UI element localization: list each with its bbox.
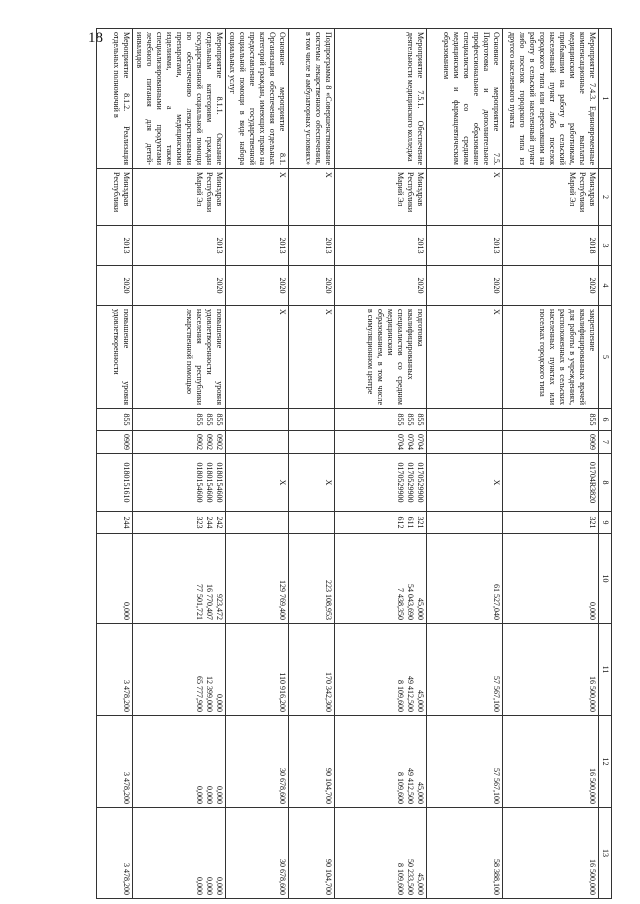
- cell-rzpr: [97, 431, 133, 454]
- cell-amount-2019: [226, 624, 289, 716]
- cell-value: 855: [416, 413, 425, 426]
- col-header: 6: [599, 409, 612, 431]
- cell-value: 0,000: [215, 694, 224, 712]
- cell-executor: Минздрав Республики: [97, 169, 133, 226]
- cell-grbs: [427, 409, 503, 431]
- cell-value: 50 233,500: [406, 859, 415, 895]
- cell-value: 0909: [588, 434, 597, 450]
- cell-value: 0,000: [195, 786, 204, 804]
- cell-vr: [335, 512, 427, 534]
- cell-value: 0902: [195, 434, 204, 450]
- cell-value: 16 770,407: [205, 584, 214, 620]
- cell-executor: Минздрав Республики Марий Эл: [335, 169, 427, 226]
- cell-grbs: [503, 409, 599, 431]
- cell-start-year: 2013: [427, 226, 503, 266]
- cell-value: 0,000: [195, 877, 204, 895]
- cell-result: подготовка квалифицированных специалистов со средним медицинским образованием, в том числе в симуляционном центре: [335, 306, 427, 409]
- cell-value: 45,000: [416, 782, 425, 804]
- cell-value: 855: [195, 413, 204, 426]
- cell-amount-2021: [97, 808, 133, 899]
- cell-start-year: 2013: [226, 226, 289, 266]
- cell-program-name: Основное мероприятие 8.1. Организация обеспечения отдельных категорий граждан, имеющих право на предоставление государственной социальной помощи в виде набора социальных услуг: [226, 29, 289, 169]
- cell-result: X: [427, 306, 503, 409]
- cell-value: 129 769,400: [278, 580, 287, 620]
- cell-value: 8 109,600: [396, 863, 405, 895]
- cell-value: 323: [195, 516, 204, 529]
- cell-csr: [427, 454, 503, 512]
- cell-grbs: [133, 409, 226, 431]
- cell-value: 0180154600: [195, 462, 204, 503]
- cell-csr: [289, 454, 335, 512]
- cell-program-name: Мероприятие 8.1.2. Реализация отдельных полномочий в: [97, 29, 133, 169]
- cell-rzpr: [427, 431, 503, 454]
- cell-value: 855: [205, 413, 214, 426]
- cell-value: 45,000: [416, 690, 425, 712]
- cell-value: 855: [215, 413, 224, 426]
- table-row: [97, 29, 133, 899]
- cell-value: 0180154600: [205, 462, 214, 503]
- cell-amount-2021: [133, 808, 226, 899]
- cell-amount-2019: [335, 624, 427, 716]
- cell-start-year: 2018: [503, 226, 599, 266]
- col-header: 2: [599, 169, 612, 226]
- cell-csr: [503, 454, 599, 512]
- page-number: 18: [88, 30, 103, 46]
- cell-value: 49 412,500: [406, 768, 415, 804]
- cell-value: 0704: [396, 434, 405, 450]
- cell-value: 0902: [205, 434, 214, 450]
- cell-rzpr: [226, 431, 289, 454]
- cell-value: 0704: [416, 434, 425, 450]
- cell-amount-2018: [226, 534, 289, 624]
- cell-value: 855: [406, 413, 415, 426]
- cell-csr: [97, 454, 133, 512]
- col-header: 4: [599, 266, 612, 306]
- col-header: 7: [599, 431, 612, 454]
- cell-value: 16 500,000: [588, 859, 597, 895]
- table-row: [289, 29, 335, 899]
- col-header: 11: [599, 624, 612, 716]
- cell-value: 0,000: [588, 602, 597, 620]
- cell-start-year: 2013: [289, 226, 335, 266]
- cell-executor: Минздрав Республики Марий Эл: [133, 169, 226, 226]
- cell-amount-2019: [503, 624, 599, 716]
- cell-amount-2020: [226, 716, 289, 808]
- cell-value: 0,000: [215, 877, 224, 895]
- cell-value: 0902: [215, 434, 224, 450]
- cell-amount-2018: [503, 534, 599, 624]
- cell-value: 855: [588, 413, 597, 426]
- cell-value: X: [278, 479, 287, 486]
- cell-amount-2019: [133, 624, 226, 716]
- table-row: [335, 29, 427, 899]
- cell-amount-2018: [133, 534, 226, 624]
- cell-value: 90 104,700: [324, 859, 333, 895]
- cell-amount-2020: [427, 716, 503, 808]
- col-header: 8: [599, 454, 612, 512]
- rotated-table-sheet: [112, 28, 612, 898]
- col-header: 1: [599, 29, 612, 169]
- cell-amount-2020: [97, 716, 133, 808]
- cell-value: 58 388,100: [492, 859, 501, 895]
- cell-value: 8 109,600: [396, 680, 405, 712]
- cell-result: повышение уровня удовлетворенности населения республики лекарственной помощью: [133, 306, 226, 409]
- cell-end-year: 2020: [226, 266, 289, 306]
- cell-value: 244: [122, 516, 131, 529]
- cell-value: 45,000: [416, 873, 425, 895]
- col-header: 13: [599, 808, 612, 899]
- cell-value: 244: [205, 516, 214, 529]
- cell-value: 30 678,600: [278, 768, 287, 804]
- col-header: 9: [599, 512, 612, 534]
- cell-csr: [226, 454, 289, 512]
- cell-start-year: 2013: [335, 226, 427, 266]
- cell-value: X: [492, 479, 501, 486]
- cell-amount-2020: [335, 716, 427, 808]
- cell-value: 170 342,300: [324, 672, 333, 712]
- cell-csr: [335, 454, 427, 512]
- cell-result: повышение уровня удовлетворенности: [97, 306, 133, 409]
- cell-amount-2020: [503, 716, 599, 808]
- cell-amount-2018: [289, 534, 335, 624]
- cell-value: X: [324, 479, 333, 486]
- cell-value: 923,472: [215, 594, 224, 620]
- table-row: [226, 29, 289, 899]
- cell-program-name: Мероприятие 7.5.1. Обеспечение деятельности медицинского колледжа: [335, 29, 427, 169]
- cell-result: закрепление квалифицированных врачей для работы в учреждениях, расположенных в сельских населенных пунктах или поселках городского типа: [503, 306, 599, 409]
- cell-value: 90 104,700: [324, 768, 333, 804]
- table-row: [133, 29, 226, 899]
- cell-value: 0180154600: [215, 462, 224, 503]
- cell-value: 855: [396, 413, 405, 426]
- cell-end-year: 2020: [97, 266, 133, 306]
- col-header: 5: [599, 306, 612, 409]
- cell-value: 242: [215, 516, 224, 529]
- col-header: 10: [599, 534, 612, 624]
- cell-value: 8 109,600: [396, 772, 405, 804]
- cell-value: 223 108,953: [324, 580, 333, 620]
- cell-amount-2018: [97, 534, 133, 624]
- cell-grbs: [226, 409, 289, 431]
- cell-executor: X: [427, 169, 503, 226]
- cell-value: 77 501,721: [195, 584, 204, 620]
- cell-vr: [503, 512, 599, 534]
- table-row: [427, 29, 503, 899]
- cell-value: 57 567,100: [492, 676, 501, 712]
- cell-value: 612: [396, 516, 405, 529]
- cell-value: 855: [122, 413, 131, 426]
- cell-end-year: 2020: [427, 266, 503, 306]
- cell-result: X: [226, 306, 289, 409]
- cell-start-year: 2013: [97, 226, 133, 266]
- header-row: [599, 29, 612, 899]
- cell-amount-2019: [289, 624, 335, 716]
- col-header: 12: [599, 716, 612, 808]
- cell-value: 16 500,000: [588, 768, 597, 804]
- cell-value: 0909: [122, 434, 131, 450]
- cell-value: 3 478,200: [122, 680, 131, 712]
- col-header: 3: [599, 226, 612, 266]
- cell-value: 3 478,200: [122, 772, 131, 804]
- cell-amount-2021: [289, 808, 335, 899]
- cell-vr: [97, 512, 133, 534]
- cell-value: 65 777,900: [195, 676, 204, 712]
- cell-start-year: 2013: [133, 226, 226, 266]
- cell-amount-2018: [427, 534, 503, 624]
- cell-vr: [289, 512, 335, 534]
- cell-amount-2020: [289, 716, 335, 808]
- cell-executor: X: [289, 169, 335, 226]
- cell-vr: [133, 512, 226, 534]
- cell-grbs: [97, 409, 133, 431]
- table-row: [503, 29, 599, 899]
- cell-amount-2019: [427, 624, 503, 716]
- cell-value: 0704: [406, 434, 415, 450]
- cell-amount-2020: [133, 716, 226, 808]
- cell-value: 0,000: [205, 877, 214, 895]
- cell-end-year: 2020: [289, 266, 335, 306]
- cell-vr: [226, 512, 289, 534]
- cell-value: 45,000: [416, 598, 425, 620]
- cell-value: 0170529900: [406, 462, 415, 503]
- cell-value: 321: [416, 516, 425, 529]
- cell-value: 3 478,200: [122, 863, 131, 895]
- cell-rzpr: [503, 431, 599, 454]
- cell-rzpr: [133, 431, 226, 454]
- cell-vr: [427, 512, 503, 534]
- cell-value: 7 438,350: [396, 588, 405, 620]
- cell-executor: Минздрав Республики Марий Эл: [503, 169, 599, 226]
- cell-value: 57 567,100: [492, 768, 501, 804]
- cell-value: 321: [588, 516, 597, 529]
- table-body: [97, 29, 599, 899]
- cell-value: 0,000: [122, 602, 131, 620]
- cell-amount-2021: [427, 808, 503, 899]
- cell-result: X: [289, 306, 335, 409]
- cell-end-year: 2020: [503, 266, 599, 306]
- cell-amount-2021: [335, 808, 427, 899]
- cell-end-year: 2020: [335, 266, 427, 306]
- cell-value: 0170529900: [396, 462, 405, 503]
- cell-rzpr: [289, 431, 335, 454]
- cell-value: 61 527,040: [492, 584, 501, 620]
- cell-value: 01704R3820: [588, 461, 597, 504]
- cell-program-name: Мероприятие 8.1.1. Оказание отдельным категориям граждан государственной социальной помощи по обеспечению лекарственными препаратами, медицинскими изделиями, а также специализированными продуктами лечебного питания для детей-инвалидов: [133, 29, 226, 169]
- cell-amount-2019: [97, 624, 133, 716]
- cell-executor: X: [226, 169, 289, 226]
- cell-value: 49 412,500: [406, 676, 415, 712]
- cell-program-name: Основное мероприятие 7.5. Подготовка и дополнительное профессиональное образование специалистов со средним медицинским и фармацевтическим образованием: [427, 29, 503, 169]
- cell-value: 30 678,600: [278, 859, 287, 895]
- budget-table: [96, 28, 612, 899]
- cell-amount-2021: [503, 808, 599, 899]
- cell-program-name: Мероприятие 7.4.3. Единовременные компенсационные выплаты медицинским работникам, прибывшим на работу в сельский населенный пункт либо поселок городского типа или переехавшим на работу в сельский населенный пункт либо поселок городского типа из другого населенного пункта: [503, 29, 599, 169]
- cell-value: 0,000: [205, 786, 214, 804]
- cell-value: 0170529900: [416, 462, 425, 503]
- cell-csr: [133, 454, 226, 512]
- cell-amount-2018: [335, 534, 427, 624]
- cell-value: 16 500,000: [588, 676, 597, 712]
- cell-rzpr: [335, 431, 427, 454]
- cell-value: 110 916,200: [278, 672, 287, 712]
- cell-amount-2021: [226, 808, 289, 899]
- cell-value: 54 043,690: [406, 584, 415, 620]
- cell-program-name: Подпрограмма 8 «Совершенствование системы лекарственного обеспечения, в том числе в амбулаторных условиях»: [289, 29, 335, 169]
- cell-grbs: [289, 409, 335, 431]
- cell-value: 12 399,000: [205, 676, 214, 712]
- cell-value: 0180151610: [122, 462, 131, 503]
- cell-value: 611: [406, 516, 415, 529]
- cell-end-year: 2020: [133, 266, 226, 306]
- cell-value: 0,000: [215, 786, 224, 804]
- cell-grbs: [335, 409, 427, 431]
